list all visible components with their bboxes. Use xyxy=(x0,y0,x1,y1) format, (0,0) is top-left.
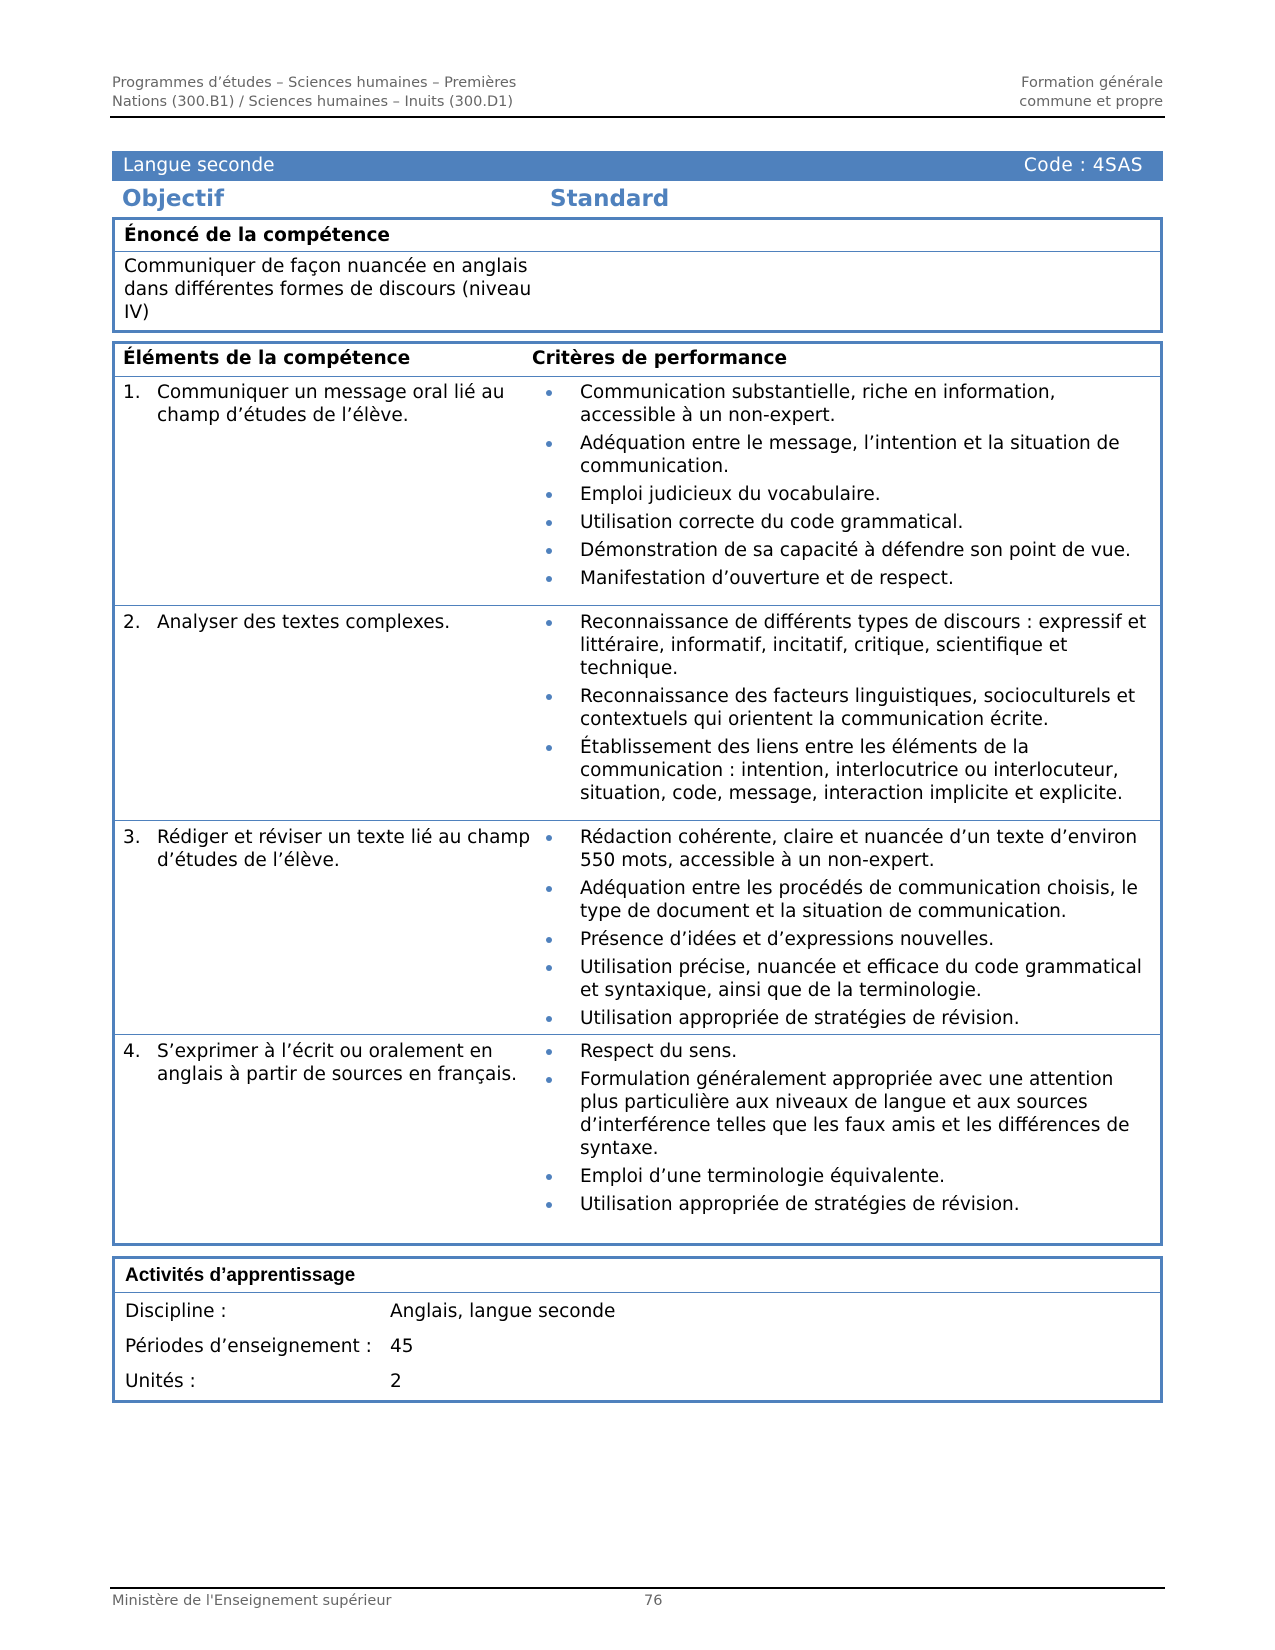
unites-label: Unités : xyxy=(125,1371,196,1392)
element-cell xyxy=(115,377,543,427)
table-row xyxy=(115,1036,1160,1243)
criterion-text: Formulation généralement appropriée avec une attention plus particulière aux niveaux de langue et aux sources d’interférence telles que les faux amis et les différences de syntaxe. xyxy=(580,1069,1130,1159)
criterion-text: Utilisation appropriée de stratégies de révision. xyxy=(580,1194,1020,1215)
unites-row xyxy=(115,1365,1160,1400)
criterion-text: Établissement des liens entre les éléments de la communication : intention, interlocutrice ou interlocuteur, situation, code, message, interaction implicite et explicite. xyxy=(580,737,1123,804)
table-header-row xyxy=(115,344,1160,377)
criterion-text: Présence d’idées et d’expressions nouvelles. xyxy=(580,929,995,950)
bullet-icon xyxy=(546,1049,552,1055)
bullet-icon xyxy=(546,694,552,700)
criterion-item xyxy=(532,928,1157,951)
page-footer xyxy=(110,1587,1165,1609)
criterion-text: Emploi judicieux du vocabulaire. xyxy=(580,484,881,505)
criterion-item xyxy=(532,432,1157,478)
activites-box xyxy=(112,1256,1163,1403)
bullet-icon xyxy=(546,835,552,841)
criterion-item xyxy=(532,611,1157,680)
table-row xyxy=(115,377,1160,606)
element-text: Communiquer un message oral lié au champ d’études de l’élève. xyxy=(157,382,505,426)
criterion-text: Manifestation d’ouverture et de respect. xyxy=(580,568,954,589)
bullet-icon xyxy=(546,937,552,943)
discipline-value: Anglais, langue seconde xyxy=(390,1301,616,1322)
course-title: Langue seconde xyxy=(123,155,275,176)
criterion-item xyxy=(532,826,1157,872)
criterion-item xyxy=(532,1040,1157,1063)
bullet-icon xyxy=(546,548,552,554)
criterion-text: Reconnaissance des facteurs linguistiques, socioculturels et contextuels qui orientent la communication écrite. xyxy=(580,686,1136,730)
bullet-icon xyxy=(546,520,552,526)
header-program-title xyxy=(112,74,516,112)
criterion-item xyxy=(532,381,1157,427)
course-code: Code : 4SAS xyxy=(1023,155,1143,176)
element-cell xyxy=(115,607,543,634)
criterion-item xyxy=(532,1193,1157,1216)
unites-value: 2 xyxy=(390,1371,402,1392)
criteria-list xyxy=(532,377,1157,595)
element-cell xyxy=(115,1036,543,1086)
criterion-text: Emploi d’une terminologie équivalente. xyxy=(580,1166,946,1187)
enonce-box xyxy=(112,217,1163,333)
element-number: 4. xyxy=(123,1041,141,1062)
criterion-item xyxy=(532,567,1157,590)
activites-label: Activités d’apprentissage xyxy=(115,1259,1160,1293)
header-left-line-2: Nations (300.B1) / Sciences humaines – Inuits (300.D1) xyxy=(112,94,513,110)
header-right-line-2: commune et propre xyxy=(1019,94,1163,110)
bullet-icon xyxy=(546,1016,552,1022)
table-row xyxy=(115,822,1160,1035)
periodes-row xyxy=(115,1330,1160,1365)
element-number: 2. xyxy=(123,612,141,633)
bullet-icon xyxy=(546,492,552,498)
enonce-text: Communiquer de façon nuancée en anglais dans différentes formes de discours (niveau IV) xyxy=(124,256,532,323)
bullet-icon xyxy=(546,965,552,971)
criterion-text: Adéquation entre les procédés de communication choisis, le type de document et la situation de communication. xyxy=(580,878,1138,922)
elements-column-header: Éléments de la compétence xyxy=(123,348,411,369)
objectif-heading: Objectif xyxy=(122,186,225,212)
bullet-icon xyxy=(546,1174,552,1180)
bullet-icon xyxy=(546,576,552,582)
header-formation xyxy=(1019,74,1163,112)
section-headings xyxy=(112,183,1163,215)
criterion-text: Rédaction cohérente, claire et nuancée d’un texte d’environ 550 mots, accessible à un non-expert. xyxy=(580,827,1138,871)
criteria-column-header: Critères de performance xyxy=(532,348,788,369)
criterion-text: Respect du sens. xyxy=(580,1041,738,1062)
bullet-icon xyxy=(546,390,552,396)
criterion-text: Utilisation appropriée de stratégies de révision. xyxy=(580,1008,1020,1029)
criterion-item xyxy=(532,483,1157,506)
criterion-item xyxy=(532,511,1157,534)
criteria-list xyxy=(532,607,1157,810)
criterion-text: Communication substantielle, riche en information, accessible à un non-expert. xyxy=(580,382,1056,426)
discipline-row xyxy=(115,1295,1160,1330)
bullet-icon xyxy=(546,745,552,751)
criterion-text: Démonstration de sa capacité à défendre son point de vue. xyxy=(580,540,1131,561)
page-number: 76 xyxy=(644,1593,663,1609)
criterion-item xyxy=(532,1068,1157,1160)
enonce-label: Énoncé de la compétence xyxy=(115,220,1160,252)
bullet-icon xyxy=(546,1202,552,1208)
criterion-item xyxy=(532,956,1157,1002)
bullet-icon xyxy=(546,441,552,447)
header-left-line-1: Programmes d’études – Sciences humaines – Premières xyxy=(112,75,517,91)
criterion-text: Utilisation précise, nuancée et efficace du code grammatical et syntaxique, ainsi que de la terminologie. xyxy=(580,957,1142,1001)
element-text: Analyser des textes complexes. xyxy=(157,612,451,633)
bullet-icon xyxy=(546,886,552,892)
periodes-value: 45 xyxy=(390,1336,414,1357)
criterion-text: Adéquation entre le message, l’intention et la situation de communication. xyxy=(580,433,1120,477)
bullet-icon xyxy=(546,1077,552,1083)
criterion-item xyxy=(532,685,1157,731)
element-number: 3. xyxy=(123,827,141,848)
element-number: 1. xyxy=(123,382,141,403)
table-row xyxy=(115,607,1160,821)
element-text: Rédiger et réviser un texte lié au champ d’études de l’élève. xyxy=(157,827,531,871)
criterion-item xyxy=(532,736,1157,805)
element-text: S’exprimer à l’écrit ou oralement en anglais à partir de sources en français. xyxy=(157,1041,518,1085)
elements-table xyxy=(112,341,1163,1246)
criteria-list xyxy=(532,1036,1157,1221)
criterion-text: Utilisation correcte du code grammatical. xyxy=(580,512,964,533)
criterion-item xyxy=(532,877,1157,923)
course-title-bar xyxy=(112,151,1163,181)
bullet-icon xyxy=(546,620,552,626)
criterion-item xyxy=(532,1007,1157,1030)
header-right-line-1: Formation générale xyxy=(1021,75,1163,91)
criterion-text: Reconnaissance de différents types de discours : expressif et littéraire, informatif, incitatif, critique, scientifique et technique. xyxy=(580,612,1147,679)
criterion-item xyxy=(532,539,1157,562)
page-header xyxy=(110,74,1165,118)
standard-heading: Standard xyxy=(550,186,670,212)
discipline-label: Discipline : xyxy=(125,1301,227,1322)
criterion-item xyxy=(532,1165,1157,1188)
criteria-list xyxy=(532,822,1157,1035)
periodes-label: Périodes d’enseignement : xyxy=(125,1336,372,1357)
footer-ministry: Ministère de l'Enseignement supérieur xyxy=(112,1593,392,1609)
element-cell xyxy=(115,822,543,872)
